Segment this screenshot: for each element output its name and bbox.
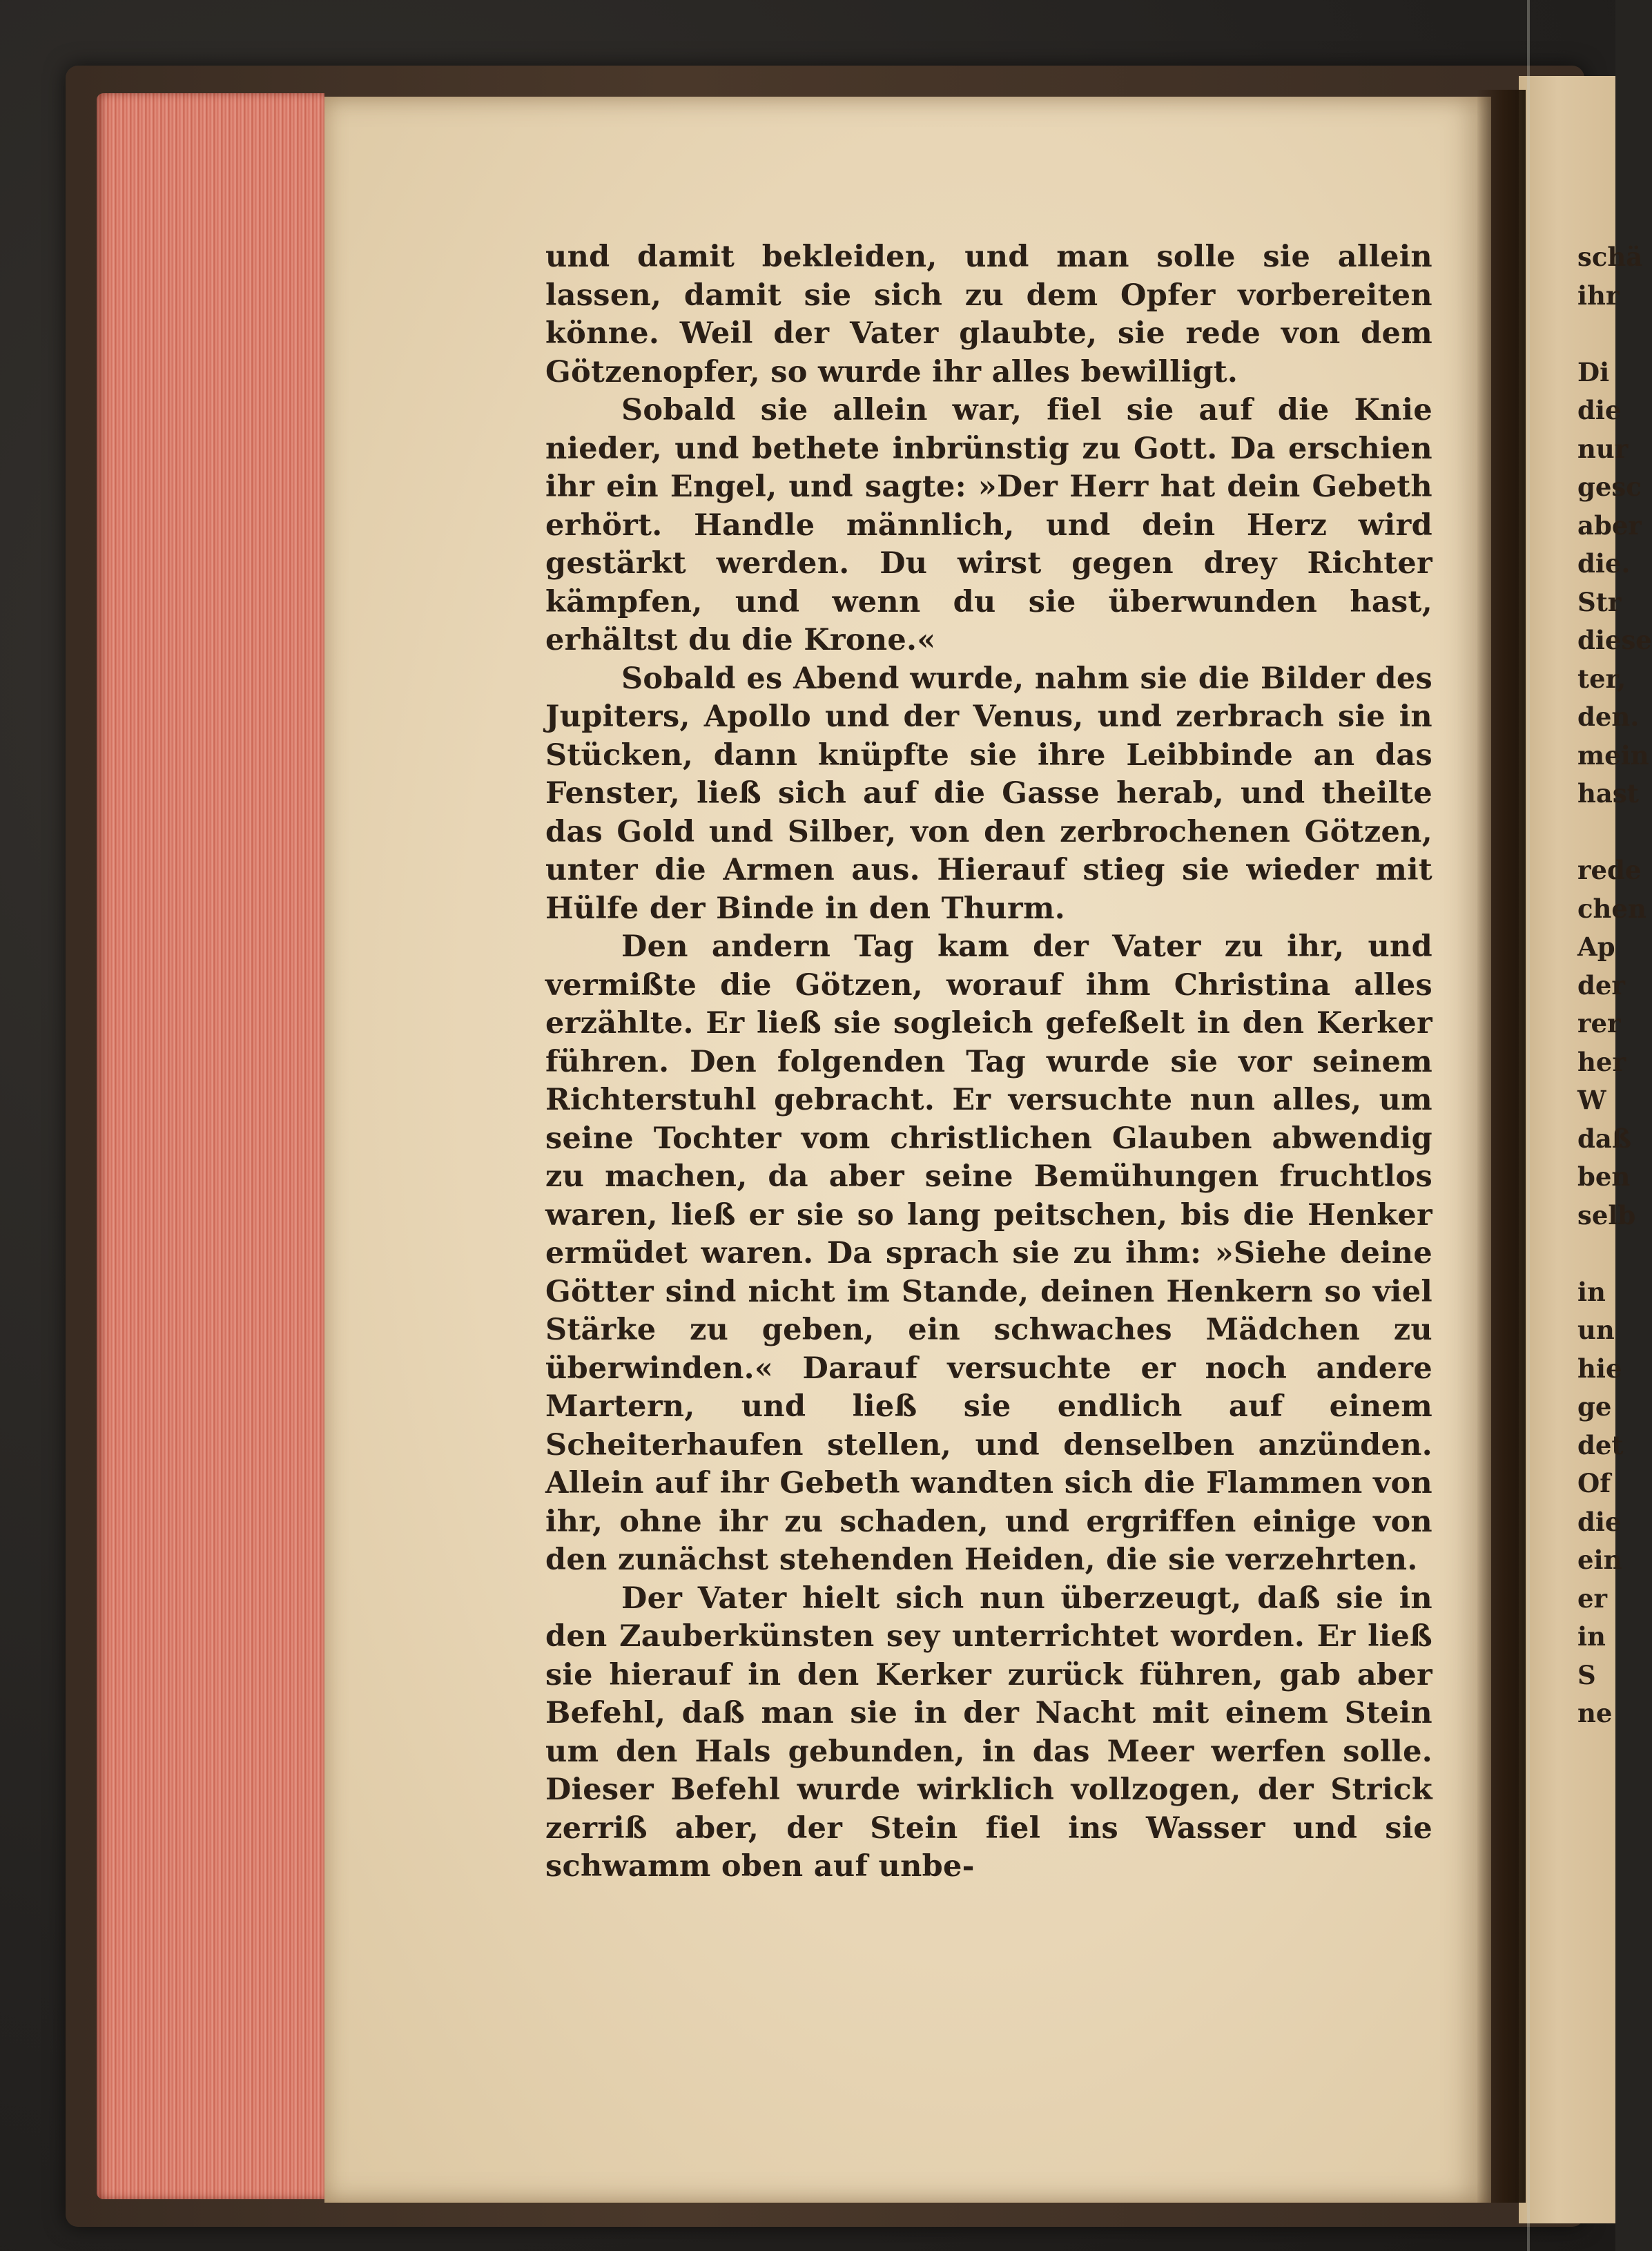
right-page-line <box>1577 1235 1615 1273</box>
right-page-line: un <box>1577 1315 1615 1345</box>
right-page-line <box>1577 315 1615 354</box>
right-page-line: gesc <box>1577 472 1642 502</box>
right-page-line: mein <box>1577 740 1649 771</box>
glass-plate-edge <box>1527 0 1530 2251</box>
paragraph: Den andern Tag kam der Vater zu ihr, und vermißte die Götzen, worauf ihm Christina alles erzählte. Er ließ sie sogleich gefeßelt in den Kerker führen. Den folgenden Tag wurde sie vor seinem Richterstuhl gebracht. Er versuchte nun alles, um seine Tochter vom christlichen Glauben abwendig zu machen, da aber seine Bemühungen fruchtlos waren, ließ er sie so lang peitschen, bis die Henker ermüdet waren. Da sprach sie zu ihm: »Siehe deine Götter sind nicht im Stande, deinen Henkern so viel Stärke zu geben, ein schwaches Mädchen zu überwinden.« Darauf versuchte er noch andere Martern, und ließ sie endlich auf einem Scheiterhaufen stellen, und denselben anzünden. Allein auf ihr Gebeth wandten sich die Flammen von ihr, ohne ihr zu schaden, und ergriffen einige von den zunächst stehenden Heiden, die sie verzehrten. <box>545 929 1432 1577</box>
right-page-line: Of <box>1577 1468 1611 1498</box>
right-page-line: in <box>1577 1276 1606 1307</box>
right-page-line: Di <box>1577 356 1610 387</box>
right-page-line: ge <box>1577 1391 1612 1422</box>
right-page-line <box>1577 813 1615 852</box>
right-page-line: der <box>1577 969 1625 1001</box>
right-page-line: er <box>1577 1583 1608 1614</box>
paragraph: Sobald sie allein war, fiel sie auf die Knie nieder, und bethete inbrünstig zu Gott. Da erschien ihr ein Engel, und sagte: »Der Herr hat dein Gebeth erhört. Handle männlich, und dein Herz wird gestärkt werden. Du wirst gegen drey Richter kämpfen, und wenn du sie überwunden hast, erhältst du die Krone.« <box>545 393 1432 657</box>
paragraph: Der Vater hielt sich nun überzeugt, daß sie in den Zauberkünsten sey unterrichtet worden. Er ließ sie hierauf in den Kerker zurück führen, gab aber Befehl, daß man sie in der Nacht mit einem Stein um den Hals gebunden, in das Meer werfen solle. Dieser Befehl wurde wirklich vollzogen, der Strick zerriß aber, der Stein fiel ins Wasser und sie schwamm oben auf unbe- <box>545 1581 1432 1884</box>
right-page-line: daß <box>1577 1123 1631 1154</box>
right-page-line: rer <box>1577 1008 1621 1038</box>
right-page-line: ter, <box>1577 663 1626 694</box>
page-text <box>545 238 1432 1886</box>
right-page-line: den. <box>1577 702 1640 732</box>
right-page-line: S <box>1577 1659 1596 1690</box>
right-page-line: hie <box>1577 1353 1622 1384</box>
right-page-line: die <box>1577 395 1622 425</box>
right-page-line: chen <box>1577 893 1646 924</box>
right-page-line: schä <box>1577 242 1643 272</box>
paragraph: Sobald es Abend wurde, nahm sie die Bilder des Jupiters, Apollo und der Venus, und zerbrach sie in Stücken, dann knüpfte sie ihre Leibbinde an das Fenster, ließ sich auf die Gasse herab, und theilte das Gold und Silber, von den zerbrochenen Götzen, unter die Armen aus. Hierauf stieg sie wieder mit Hülfe der Binde in den Thurm. <box>545 661 1432 926</box>
right-page-line: ein <box>1577 1545 1622 1575</box>
right-page-line: her <box>1577 1046 1626 1077</box>
right-page-line: ihr <box>1577 280 1620 311</box>
right-page-line: aber <box>1577 510 1642 541</box>
right-page-line: det <box>1577 1429 1624 1460</box>
right-page-line: rede <box>1577 855 1642 885</box>
right-page-line: ne <box>1577 1698 1613 1728</box>
right-page-line: die <box>1577 1506 1622 1537</box>
right-page-line: hast <box>1577 778 1639 809</box>
right-page-line: diese <box>1577 625 1652 655</box>
paragraph: und damit bekleiden, und man solle sie allein lassen, damit sie sich zu dem Opfer vorbereiten könne. Weil der Vater glaubte, sie rede von dem Götzenopfer, so wurde ihr alles bewilligt. <box>545 240 1432 389</box>
right-page-line: Ap <box>1577 931 1615 962</box>
gutter-shadow <box>1477 90 1526 2203</box>
page-edge <box>97 93 324 2199</box>
right-page-line: ben <box>1577 1161 1631 1192</box>
right-page-line: Str <box>1577 586 1622 617</box>
right-page-line: nur <box>1577 433 1629 464</box>
right-page-line: in <box>1577 1621 1606 1652</box>
right-page-text <box>1577 238 1652 1733</box>
right-page-line: W <box>1577 1085 1606 1115</box>
right-page-line: die. <box>1577 548 1631 579</box>
right-page-line: selb <box>1577 1199 1636 1230</box>
